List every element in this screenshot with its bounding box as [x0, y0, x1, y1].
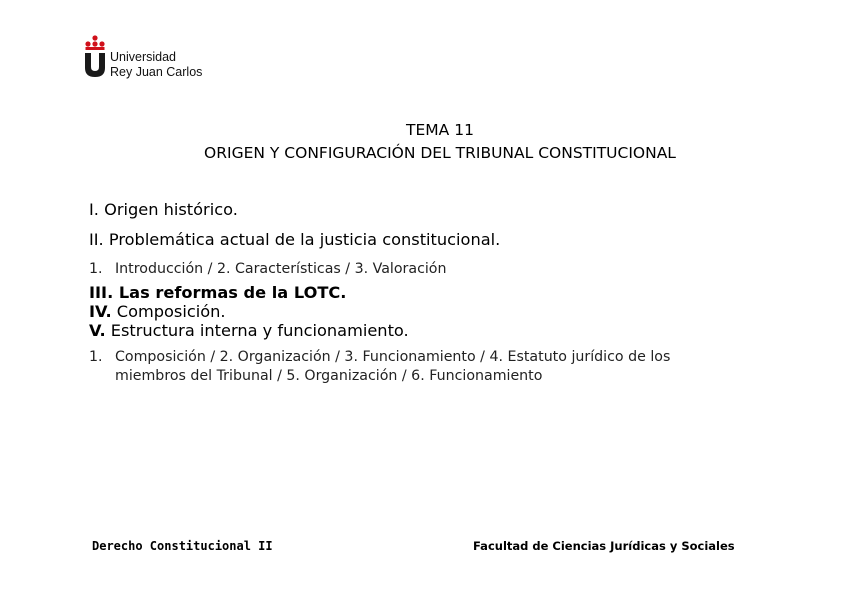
section-title: Las reformas de la LOTC. [118, 283, 347, 302]
section-number: IV. [89, 302, 112, 321]
section-v [89, 321, 409, 340]
section-title: Estructura interna y funcionamiento. [110, 321, 409, 340]
section-number: V. [89, 321, 106, 340]
section-number: III. [89, 283, 114, 302]
subitem-index: 1. [89, 261, 103, 277]
urjc-crown-u-icon [82, 34, 108, 80]
subitem-text: Composición / 2. Organización / 3. Funcionamiento / 4. Estatuto jurídico de los [115, 349, 671, 365]
section-title: Origen histórico. [104, 200, 238, 219]
section-title: Composición. [116, 302, 226, 321]
subitem-continuation: miembros del Tribunal / 5. Organización / 6. Funcionamiento [115, 368, 543, 384]
subitem-list-ii [89, 260, 446, 279]
footer-course-name: Derecho Constitucional II [92, 539, 273, 553]
page-title: ORIGEN Y CONFIGURACIÓN DEL TRIBUNAL CONSTITUCIONAL [204, 144, 676, 162]
subitem-text: Introducción / 2. Características / 3. Valoración [115, 261, 447, 277]
subitem-list-v [89, 348, 670, 367]
logo-line-1: Universidad [110, 50, 177, 64]
section-iv [89, 302, 226, 321]
section-i [89, 200, 238, 219]
logo-line-2: Rey Juan Carlos [110, 65, 203, 79]
section-ii [89, 230, 500, 249]
tema-number: TEMA 11 [406, 121, 474, 139]
section-iii [89, 283, 346, 302]
subitem-index: 1. [89, 349, 103, 365]
section-title: Problemática actual de la justicia constitucional. [108, 230, 501, 249]
university-logo [82, 34, 222, 84]
section-number: I. [89, 200, 99, 219]
footer-faculty-name: Facultad de Ciencias Jurídicas y Sociales [473, 539, 735, 553]
section-number: II. [89, 230, 104, 249]
